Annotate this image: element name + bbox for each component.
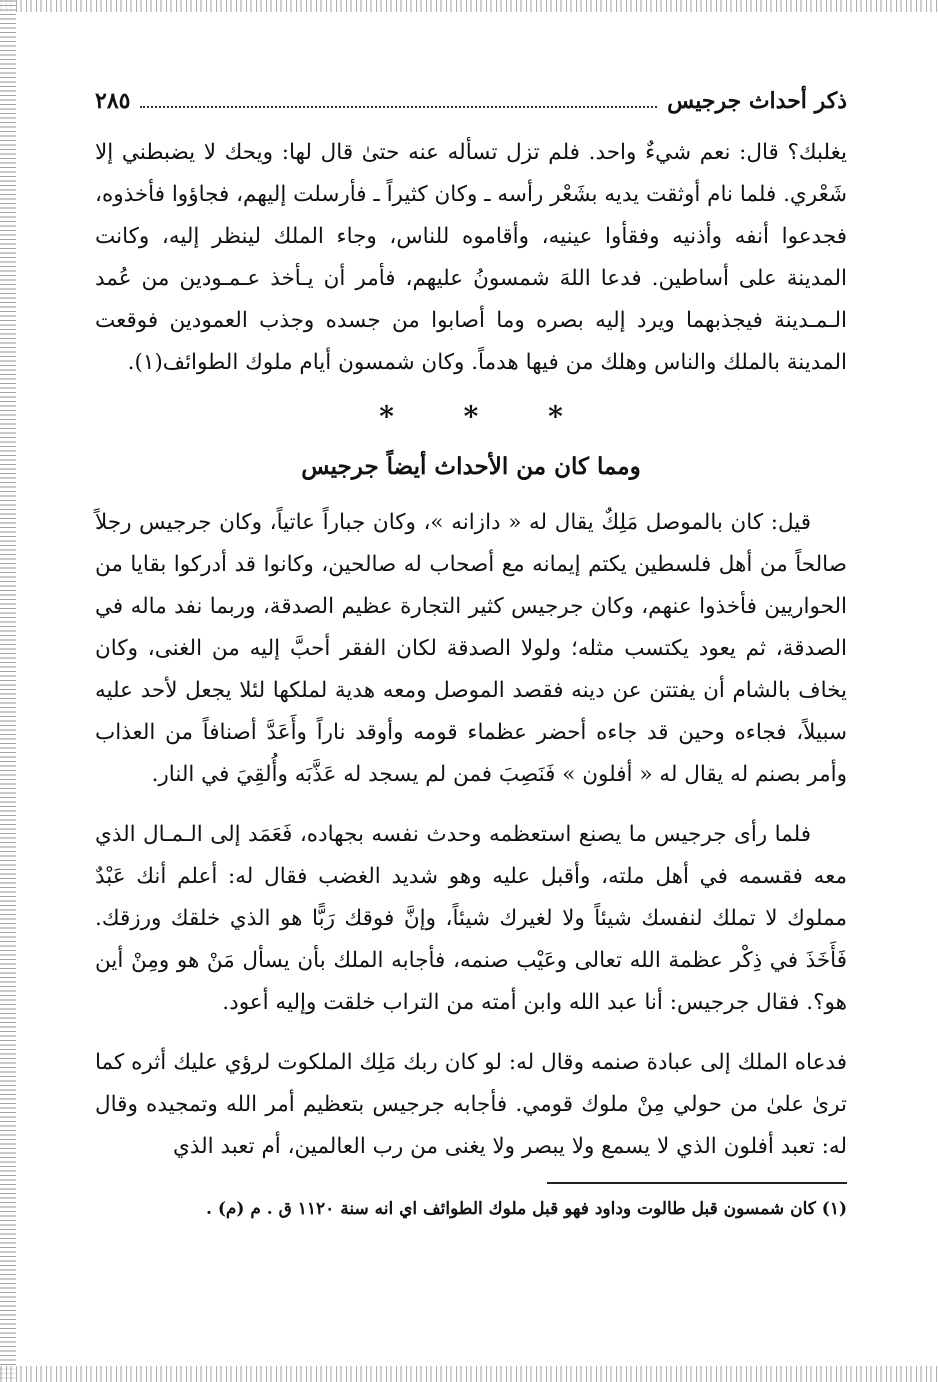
- book-page: [95, 88, 847, 1224]
- decorative-border-top: [0, 0, 938, 12]
- decorative-border-left: [0, 0, 16, 1382]
- page-number: ٢٨٥: [95, 88, 131, 114]
- paragraph-shamsun: يغلبك؟ قال: نعم شيءٌ واحد. فلم تزل تسأله عنه حتىٰ قال لها: ويحك لا يضبطني إلا شَعْري. فلما نام أوثقت يديه بشَعْر رأسه ـ وكان كثيراً ـ فأرسلت إليهم، فجاؤوا فأخذوه، فجدعوا أنفه وأذنيه وفقأوا عينيه، وأقاموه للناس، وجاء الملك لينظر إليه، وكانت المدينة على أساطين. فدعا اللهَ شمسونُ عليهم، فأمر أن يـأخذ عـمـودين من عُمد الـمـدينة فيجذبهما ويرد إليه بصره وما أصابوا من جسده وجذب العمودين فوقعت المدينة بالملك والناس وهلك من فيها هدماً. وكان شمسون أيام ملوك الطوائف(١).: [95, 140, 847, 375]
- decorative-border-bottom: [0, 1366, 938, 1382]
- separator-star: *: [379, 400, 394, 433]
- section-heading: ومما كان من الأحداث أيضاً جرجيس: [301, 453, 641, 480]
- footnote: (١) كان شمسون قبل طالوت وداود فهو قبل ملوك الطوائف اي انه سنة ١١٢٠ ق . م (م) .: [206, 1199, 847, 1219]
- paragraph-jirjis-confrontation: فلما رأى جرجيس ما يصنع استعظمه وحدث نفسه بجهاده، فَعَمَد إلى الـمـال الذي معه فقسمه في أهل ملته، وأقبل عليه وهو شديد الغضب فقال له: أعلم أنك عَبْدٌ مملوك لا تملك لنفسك شيئاً ولا لغيرك شيئاً، وإنَّ فوقك رَبًّا هو الذي خلقك ورزقك. فَأَخَذَ في ذِكْر عظمة الله تعالى وعَيْب صنمه، فأجابه الملك بأن يسأل مَنْ هو ومِنْ أين هو؟. فقال جرجيس: أنا عبد الله وابن أمته من التراب خلقت وإليه أعود.: [95, 822, 847, 1015]
- separator-star: *: [548, 400, 563, 433]
- paragraph-jirjis-dialogue: فدعاه الملك إلى عبادة صنمه وقال له: لو كان ربك مَلِك الملكوت لرؤي عليك أثره كما ترىٰ علىٰ من حولي مِنْ ملوك قومي. فأجابه جرجيس بتعظيم أمر الله وتمجيده وقال له: تعبد أفلون الذي لا يسمع ولا يبصر ولا يغنى من رب العالمين، أم تعبد الذي: [95, 1050, 847, 1159]
- chapter-title: ذكر أحداث جرجيس: [667, 88, 847, 114]
- section-separator: [95, 400, 847, 440]
- running-header: [95, 88, 847, 122]
- header-leader-dots: [140, 94, 657, 108]
- footnote-rule: [547, 1182, 847, 1184]
- separator-star: *: [463, 400, 479, 433]
- paragraph-jirjis-intro: قيل: كان بالموصل مَلِكٌ يقال له « دازانه »، وكان جباراً عاتياً، وكان جرجيس رجلاً صالحاً من أهل فلسطين يكتم إيمانه مع أصحاب له صالحين، وكانوا قد أدركوا بقايا من الحواريين فأخذوا عنهم، وكان جرجيس كثير التجارة عظيم الصدقة، وربما نفد ماله في الصدقة، ثم يعود يكتسب مثله؛ ولولا الصدقة لكان الفقر أحبَّ إليه من الغنى، وكان يخاف بالشام أن يفتتن عن دينه فقصد الموصل ومعه هدية لملكها لئلا يجعل لأحد عليه سبيلاً، فجاءه وحين قد جاءه أحضر عظماء قومه وأوقد ناراً وأَعَدَّ أصنافاً من العذاب وأمر بصنم له يقال له « أفلون » فَنَصِبَ فمن لم يسجد له عَذَّبَه وأُلقِيَ في النار.: [95, 510, 847, 787]
